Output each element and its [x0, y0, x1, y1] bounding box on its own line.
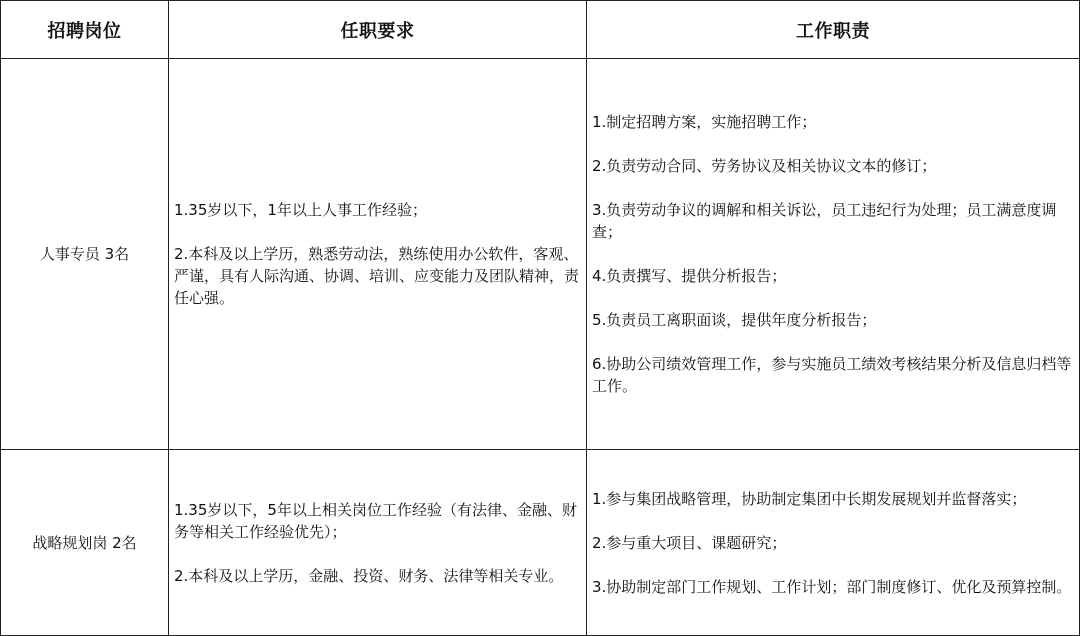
- duty-item: 2.负责劳动合同、劳务协议及相关协议文本的修订；: [592, 157, 937, 176]
- duty-item: 6.协助公司绩效管理工作，参与实施员工绩效考核结果分析及信息归档等工作。: [592, 355, 1072, 396]
- header-requirements: 任职要求: [169, 1, 587, 59]
- position-cell: 人事专员 3名: [1, 59, 169, 450]
- requirements-cell: [169, 59, 587, 450]
- duty-item: 2.参与重大项目、课题研究；: [592, 533, 787, 552]
- duties-cell: [587, 59, 1080, 450]
- duty-item: 4.负责撰写、提供分析报告；: [592, 267, 787, 286]
- header-duties: 工作职责: [587, 1, 1080, 59]
- table-row: [1, 59, 1080, 450]
- duty-item: 1.参与集团战略管理，协助制定集团中长期发展规划并监督落实；: [592, 489, 1027, 508]
- position-cell: 战略规划岗 2名: [1, 450, 169, 636]
- header-position: 招聘岗位: [1, 1, 169, 59]
- requirement-item: 2.本科及以上学历，熟悉劳动法，熟练使用办公软件，客观、严谨，具有人际沟通、协调、培训、应变能力及团队精神，责任心强。: [174, 245, 580, 308]
- duty-item: 5.负责员工离职面谈，提供年度分析报告；: [592, 311, 877, 330]
- header-row: [1, 1, 1080, 59]
- duty-item: 3.负责劳动争议的调解和相关诉讼，员工违纪行为处理；员工满意度调查；: [592, 201, 1057, 242]
- requirement-item: 1.35岁以下，5年以上相关岗位工作经验（有法律、金融、财务等相关工作经验优先）；: [174, 500, 577, 541]
- requirement-item: 1.35岁以下，1年以上人事工作经验；: [174, 201, 427, 220]
- requirements-cell: [169, 450, 587, 636]
- duties-cell: [587, 450, 1080, 636]
- requirement-item: 2.本科及以上学历，金融、投资、财务、法律等相关专业。: [174, 566, 564, 585]
- duty-item: 1.制定招聘方案，实施招聘工作；: [592, 113, 817, 132]
- duty-item: 3.协助制定部门工作规划、工作计划；部门制度修订、优化及预算控制。: [592, 577, 1072, 596]
- table-row: [1, 450, 1080, 636]
